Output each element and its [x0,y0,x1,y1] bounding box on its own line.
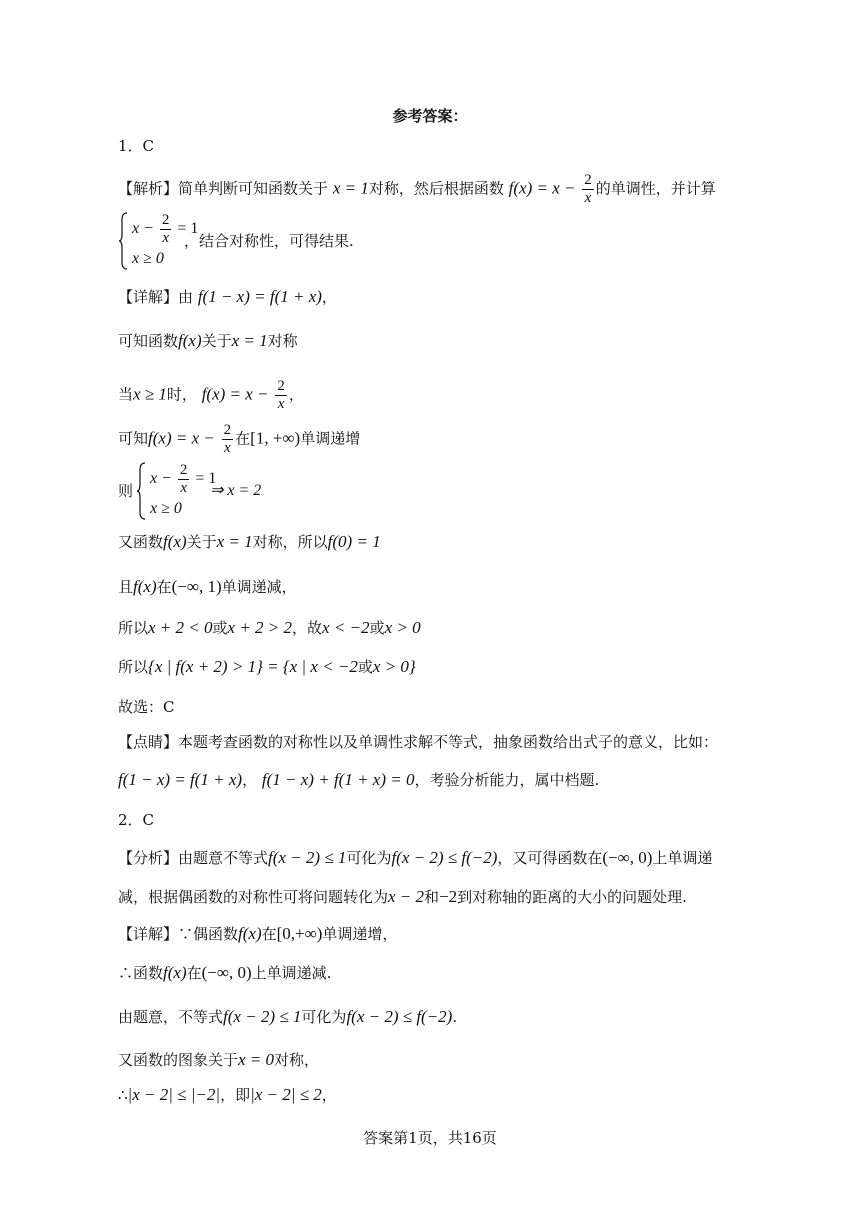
q2-detail: 【详解】∵偶函数f(x)在[0,+∞)单调递增， [118,924,398,943]
detail-tag: 【详解】 [118,925,179,943]
q1-line-symmetry: 可知函数f(x)关于x = 1对称 [118,331,298,350]
q2-line-inequality: 由题意，不等式f(x − 2) ≤ 1可化为f(x − 2) ≤ f(−2). [118,1007,458,1026]
detail-tag: 【详解】 [118,288,179,306]
q1-line-when: 当x ≥ 1时， f(x) = x − $\frac{2}{x}$ ， [118,378,304,412]
page-title: 参考答案： [392,107,468,125]
q2-line-symmetry: 又函数的图象关于x = 0对称， [118,1050,320,1069]
q1-line-monotonic: 可知f(x) = x − $\frac{2}{x}$ 在[1, +∞)单调递增 [118,422,361,456]
q2-analysis: 【分析】由题意不等式f(x − 2) ≤ 1可化为f(x − 2) ≤ f(−2)，又可得函数在(−∞, 0)上单调递 [118,848,713,867]
fraction: $\frac{2}{x}$ [277,378,285,412]
q1-detail: 【详解】由 f(1 − x) = f(1 + x)， [118,287,337,306]
analysis-tag: 【分析】 [118,849,179,867]
q2-analysis-cont: 减，根据偶函数的对称性可将问题转化为x − 2和−2到对称轴的距离的大小的问题处理. [118,887,687,906]
q1-comment-cont: f(1 − x) = f(1 + x)， f(1 − x) + f(1 + x) = 0，考验分析能力，属中档题. [118,770,600,789]
comment-tag: 【点睛】 [118,733,179,751]
fraction: $\frac{2}{x}$ [179,462,188,496]
fraction: $\frac{2}{x}$ [223,422,232,456]
left-brace [118,212,128,270]
q2-number: 2．C [118,811,155,829]
q1-number: 1．C [118,137,155,155]
q1-line-set: 所以{x | f(x + 2) > 1} = {x | x < −2或x > 0} [118,657,416,676]
q1-analysis: 【解析】简单判断可知函数关于 x = 1对称，然后根据函数 f(x) = x − $\frac{2}{x}$ 的单调性，并计算 [118,172,716,206]
page-footer: 答案第1页，共16页 [363,1129,497,1147]
q2-line-absolute: ∴|x − 2| ≤ |−2|，即|x − 2| ≤ 2， [118,1085,337,1104]
q2-line-decreasing: ∴函数f(x)在(−∞, 0)上单调递减. [118,963,332,982]
fraction: $\frac{2}{x}$ [161,212,170,246]
q1-comment: 【点睛】本题考查函数的对称性以及单调性求解不等式，抽象函数给出式子的意义，比如： [118,733,719,751]
analysis-tag: 【解析】 [118,179,179,198]
q1-line-f0: 又函数f(x)关于x = 1对称，所以f(0) = 1 [118,532,381,551]
q1-choice: 故选：C [118,698,175,716]
equation-system-1: x − $\frac{2}{x}$ = 1 x ≥ 0 ，结合对称性，可得结果. [118,212,618,270]
fraction: $\frac{2}{x}$ [584,172,592,206]
q1-line-decreasing: 且f(x)在(−∞, 1)单调递减， [118,577,297,596]
equation-system-2: 则 x − $\frac{2}{x}$ = 1 ⇒ x = 2 x ≥ 0 [118,462,518,520]
left-brace [136,462,146,520]
q1-line-inequality: 所以x + 2 < 0或x + 2 > 2，故x < −2或x > 0 [118,618,421,637]
